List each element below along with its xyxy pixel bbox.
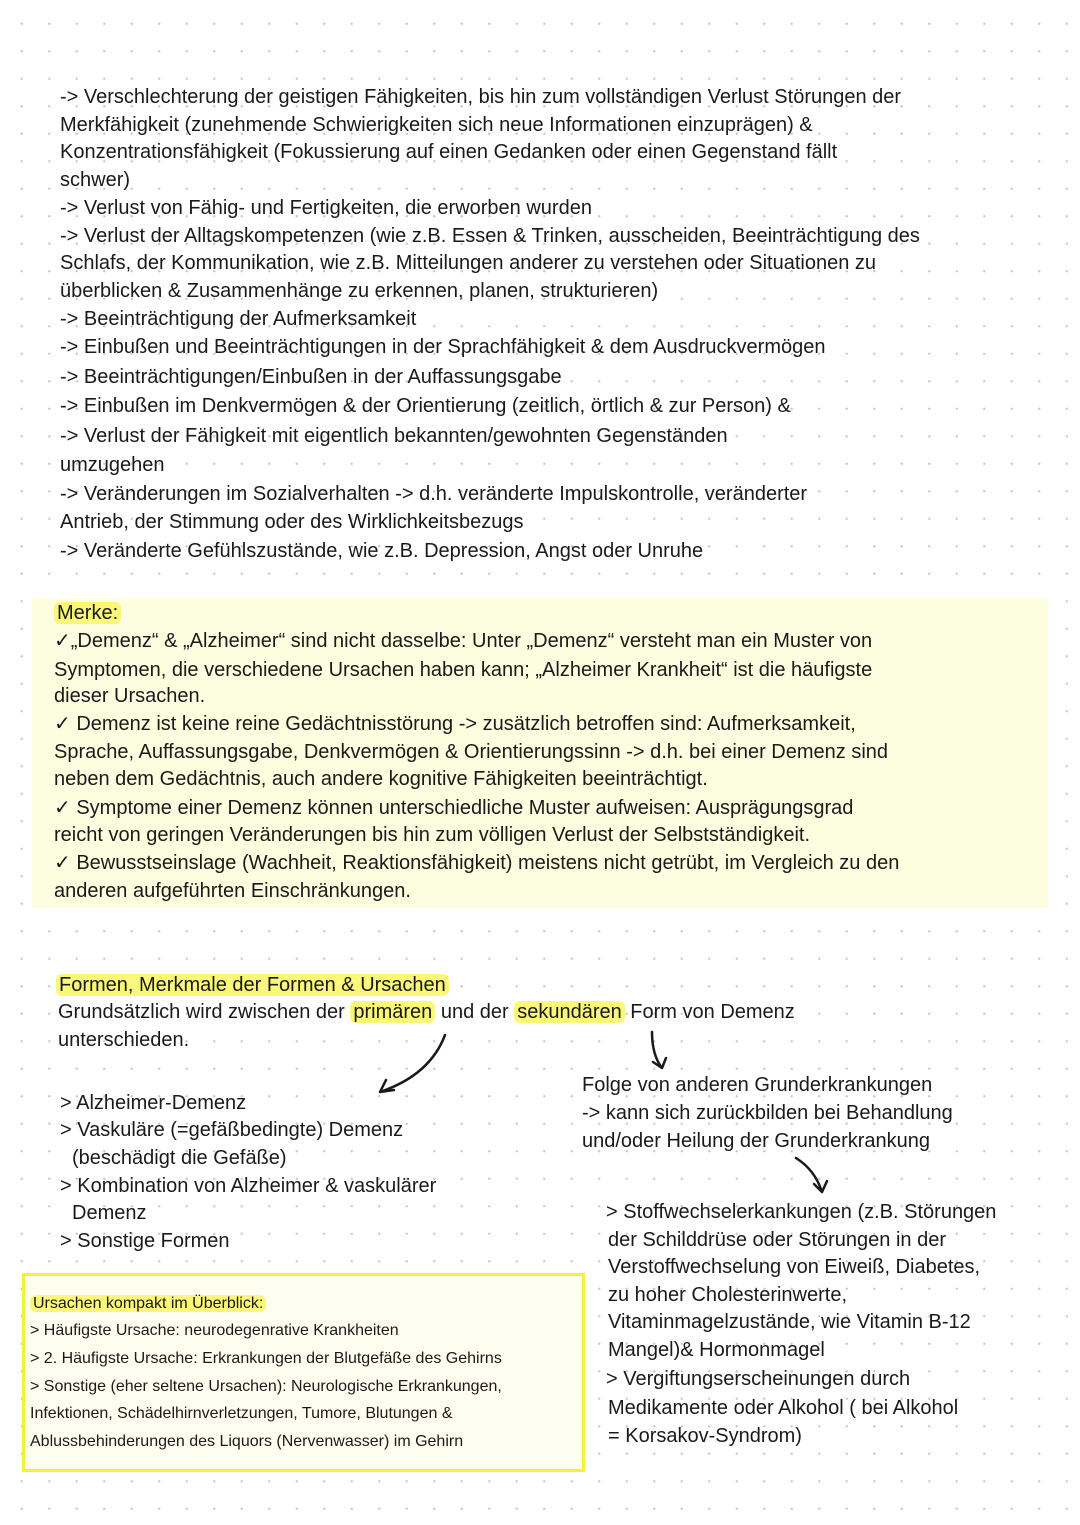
text-line: dieser Ursachen. (54, 685, 206, 707)
text-line: Ablussbehinderungen des Liquors (Nervenwasser) im Gehirn (30, 1433, 464, 1450)
text-line: > Stoffwechselerkankungen (z.B. Störungen (606, 1201, 997, 1223)
text-line: Merkfähigkeit (zunehmende Schwierigkeiten sich neue Informationen einzuprägen) & (60, 114, 813, 136)
text-line: -> Beeinträchtigungen/Einbußen in der Auffassungsgabe (60, 366, 562, 388)
intro-c: Form von Demenz (624, 1001, 795, 1023)
text-line: > Kombination von Alzheimer & vaskulärer (60, 1175, 437, 1197)
text-line: -> Einbußen und Beeinträchtigungen in der Sprachfähigkeit & dem Ausdruckvermögen (60, 336, 826, 358)
arrow-to-secondary-icon (652, 1032, 666, 1068)
text-line: > Vergiftungserscheinungen durch (606, 1368, 911, 1390)
intro-b: und der (435, 1001, 515, 1023)
text-line: Verstoffwechselung von Eiweiß, Diabetes, (608, 1256, 981, 1278)
ursachen-title-text: Ursachen kompakt im Überblick: (30, 1295, 266, 1312)
text-line: Sprache, Auffassungsgabe, Denkvermögen & Orientierungssinn -> d.h. bei einer Demenz sind (54, 741, 889, 763)
text-line: Vitaminmagelzustände, wie Vitamin B-12 (608, 1311, 971, 1333)
text-line: -> Verlust von Fähig- und Fertigkeiten, die erworben wurden (60, 197, 592, 219)
text-line: -> Veränderte Gefühlszustände, wie z.B. Depression, Angst oder Unruhe (60, 540, 704, 562)
text-line: Folge von anderen Grunderkrankungen (582, 1074, 933, 1096)
text-line: > Sonstige (eher seltene Ursachen): Neurologische Erkrankungen, (30, 1378, 502, 1395)
text-line: ✓„Demenz“ & „Alzheimer“ sind nicht dasselbe: Unter „Demenz“ versteht man ein Muster von (54, 630, 873, 652)
text-line: ✓ Demenz ist keine reine Gedächtnisstörung -> zusätzlich betroffen sind: Aufmerksamkeit, (54, 713, 856, 735)
text-line: neben dem Gedächtnis, auch andere kognitive Fähigkeiten beeinträchtigt. (54, 768, 708, 790)
merke-title-text: Merke: (54, 602, 121, 624)
text-line: Konzentrationsfähigkeit (Fokussierung auf einen Gedanken oder einen Gegenstand fällt (60, 141, 838, 163)
text-line: schwer) (60, 169, 131, 191)
text-line: Schlafs, der Kommunikation, wie z.B. Mitteilungen anderer zu verstehen oder Situationen zu (60, 252, 876, 274)
text-line: > Sonstige Formen (60, 1230, 230, 1252)
text-line: (beschädigt die Gefäße) (72, 1147, 287, 1169)
text-line: Medikamente oder Alkohol ( bei Alkohol (608, 1397, 959, 1419)
formen-title-text: Formen, Merkmale der Formen & Ursachen (56, 974, 449, 996)
text-line: ✓ Bewusstseinslage (Wachheit, Reaktionsfähigkeit) meistens nicht getrübt, im Vergleich zu den (54, 852, 900, 874)
arrow-to-primary-icon (380, 1035, 445, 1092)
text-line: anderen aufgeführten Einschränkungen. (54, 880, 411, 902)
text-line: > Alzheimer-Demenz (60, 1092, 247, 1114)
text-line: reicht von geringen Veränderungen bis hin zum völligen Verlust der Selbstständigkeit. (54, 824, 811, 846)
formen-intro-2: unterschieden. (58, 1029, 190, 1051)
text-line: -> Veränderungen im Sozialverhalten -> d.h. veränderte Impulskontrolle, veränderter (60, 483, 808, 505)
text-line: > 2. Häufigste Ursache: Erkrankungen der Blutgefäße des Gehirns (30, 1350, 502, 1367)
text-line: -> Einbußen im Denkvermögen & der Orientierung (zeitlich, örtlich & zur Person) & (60, 395, 791, 417)
text-line: Demenz (72, 1202, 147, 1224)
arrow-to-secondary-list-icon (796, 1158, 827, 1192)
text-line: zu hoher Cholesterinwerte, (608, 1284, 848, 1306)
text-line: Symptomen, die verschiedene Ursachen haben kann; „Alzheimer Krankheit“ ist die häufigste (54, 659, 873, 681)
intro-a: Grundsätzlich wird zwischen der (58, 1001, 351, 1023)
text-line: -> Verschlechterung der geistigen Fähigkeiten, bis hin zum vollständigen Verlust Störungen der (60, 86, 902, 108)
text-line: ✓ Symptome einer Demenz können unterschiedliche Muster aufweisen: Ausprägungsgrad (54, 797, 854, 819)
text-line: = Korsakov-Syndrom) (608, 1425, 802, 1447)
secondary-term: sekundären (514, 1001, 625, 1023)
text-line: umzugehen (60, 454, 165, 476)
text-line: Infektionen, Schädelhirnverletzungen, Tumore, Blutungen & (30, 1405, 453, 1422)
text-line: überblicken & Zusammenhänge zu erkennen, planen, strukturieren) (60, 280, 659, 302)
text-line: der Schilddrüse oder Störungen in der (608, 1229, 946, 1251)
text-line: > Vaskuläre (=gefäßbedingte) Demenz (60, 1119, 404, 1141)
text-line: -> Verlust der Alltagskompetenzen (wie z.B. Essen & Trinken, ausscheiden, Beeinträchtigung des (60, 225, 920, 247)
text-line: -> kann sich zurückbilden bei Behandlung (582, 1102, 953, 1124)
text-line: und/oder Heilung der Grunderkrankung (582, 1130, 930, 1152)
text-line: > Häufigste Ursache: neurodegenrative Krankheiten (30, 1322, 399, 1339)
text-line: -> Beeinträchtigung der Aufmerksamkeit (60, 308, 417, 330)
primary-term: primären (350, 1001, 435, 1023)
text-line: Antrieb, der Stimmung oder des Wirklichkeitsbezugs (60, 511, 524, 533)
text-line: -> Verlust der Fähigkeit mit eigentlich bekannten/gewohnten Gegenständen (60, 425, 728, 447)
text-line: Mangel)& Hormonmagel (608, 1339, 825, 1361)
